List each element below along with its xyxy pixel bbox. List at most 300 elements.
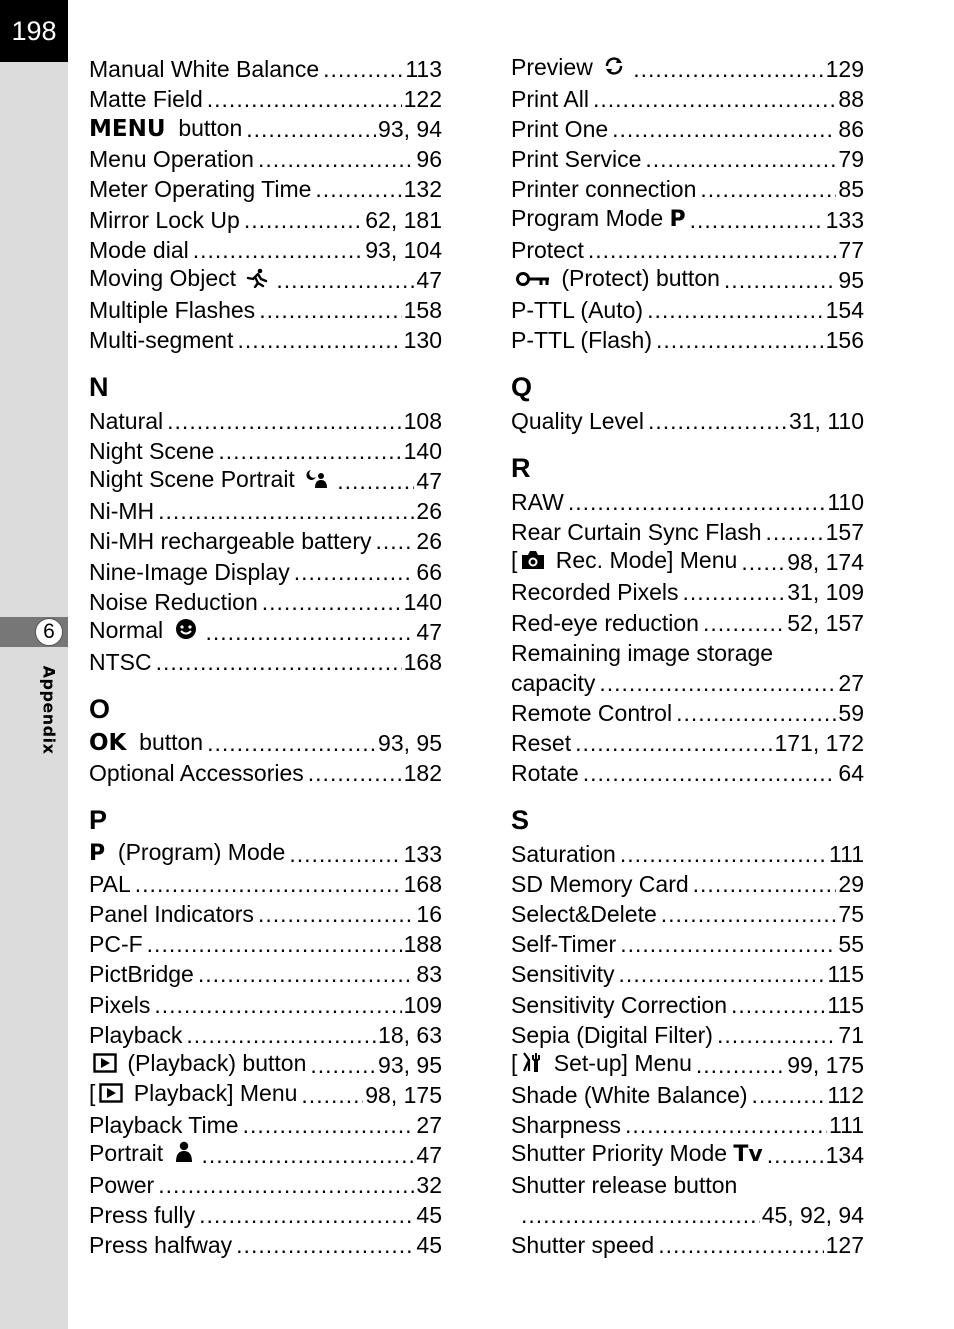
index-term <box>511 263 724 295</box>
index-term-text: RAW <box>511 489 564 516</box>
normal-mode-icon <box>174 617 198 647</box>
index-term <box>89 464 337 496</box>
index-term-text: Rotate <box>511 759 579 786</box>
index-term-text: Menu Operation <box>89 146 254 173</box>
side-band <box>0 0 68 1329</box>
leader-dots <box>308 758 402 788</box>
index-term <box>89 1138 202 1170</box>
index-term <box>511 869 693 899</box>
index-column-left <box>89 54 442 1260</box>
index-term <box>511 406 648 436</box>
index-entry <box>89 406 442 436</box>
leader-dots <box>258 144 414 174</box>
ok-label-icon: OK <box>89 729 127 756</box>
index-term <box>511 114 612 144</box>
leader-dots <box>158 496 414 526</box>
page-ref: 31, 110 <box>788 408 864 435</box>
leader-dots <box>135 869 402 899</box>
index-term <box>511 144 645 174</box>
index-group-r <box>511 487 864 788</box>
index-term-text: Program Mode <box>511 204 664 231</box>
index-entry <box>511 174 864 204</box>
page-ref: 16 <box>416 901 442 928</box>
index-term-text: Multi-segment <box>89 326 234 353</box>
leader-dots <box>724 265 836 295</box>
page-ref: 75 <box>838 901 864 928</box>
index-entry <box>511 235 864 265</box>
index-term-text: capacity <box>511 669 596 696</box>
leader-dots <box>147 929 402 959</box>
index-term-text: Natural <box>89 408 164 435</box>
index-term-text: Protect <box>511 236 584 263</box>
index-entry <box>89 1020 442 1050</box>
index-term <box>511 487 568 517</box>
page-ref: 108 <box>403 408 442 435</box>
page-ref: 111 <box>829 841 864 868</box>
page-ref: 18, 63 <box>378 1021 442 1048</box>
leader-dots <box>612 114 836 144</box>
index-term-text: Select&Delete <box>511 901 657 928</box>
index-group-p-cont <box>511 54 864 355</box>
page-ref: 130 <box>403 326 442 353</box>
index-term <box>511 203 690 235</box>
index-term-text: Print One <box>511 116 609 143</box>
index-entry <box>89 526 442 556</box>
index-entry <box>511 728 864 758</box>
index-term-text: Press halfway <box>89 1232 233 1259</box>
index-term <box>511 959 619 989</box>
index-entry <box>511 638 864 668</box>
leader-dots <box>682 577 785 607</box>
index-term-text: Power <box>89 1172 155 1199</box>
index-term <box>89 436 218 466</box>
page-ref: 134 <box>825 1142 864 1168</box>
index-entry <box>511 758 864 788</box>
page-ref: 47 <box>416 468 442 495</box>
page-ref: 52, 157 <box>787 609 864 636</box>
page-ref: 66 <box>416 558 442 585</box>
page-ref: 27 <box>838 669 864 696</box>
index-term-text: Multiple Flashes <box>89 296 256 323</box>
page-ref: 115 <box>827 961 864 988</box>
page-ref: 62, 181 <box>365 206 442 233</box>
index-heading-s: S <box>511 804 530 835</box>
page-ref: 45 <box>416 1232 442 1259</box>
page-ref: 157 <box>825 519 864 546</box>
index-term-text: Set-up] Menu <box>553 1049 692 1076</box>
page-ref: 47 <box>416 266 442 293</box>
index-entry <box>89 587 442 617</box>
page-ref: 156 <box>825 326 864 353</box>
index-term-text: Matte Field <box>89 86 203 113</box>
index-heading-n: N <box>89 371 109 402</box>
leader-dots <box>703 608 785 638</box>
index-term <box>89 837 289 869</box>
page-ref: 45 <box>416 1202 442 1229</box>
index-term-text: Moving Object <box>89 264 237 291</box>
leader-dots <box>156 647 402 677</box>
index-term <box>89 54 323 84</box>
leader-dots <box>218 436 401 466</box>
index-term-text: Remote Control <box>511 699 673 726</box>
index-group-o <box>89 728 442 788</box>
index-term <box>89 869 135 899</box>
index-term-text: Rec. Mode] Menu <box>555 547 738 574</box>
chapter-number: 6 <box>35 618 63 646</box>
leader-dots <box>752 1080 826 1110</box>
index-term <box>511 668 599 698</box>
leader-dots <box>259 295 401 325</box>
index-term <box>89 990 154 1020</box>
index-term <box>89 295 259 325</box>
index-term-text: Ni-MH rechargeable battery <box>89 528 372 555</box>
page-ref: 93, 94 <box>378 116 442 143</box>
index-term-text: PAL <box>89 871 131 898</box>
portrait-icon <box>174 1140 194 1170</box>
page-ref: 168 <box>403 871 442 898</box>
index-term <box>511 728 575 758</box>
index-term <box>89 174 315 204</box>
leader-dots <box>647 295 824 325</box>
leader-dots <box>741 547 785 577</box>
page-ref: 95 <box>838 266 864 293</box>
index-entry <box>511 295 864 325</box>
leader-dots <box>690 205 824 235</box>
leader-dots <box>633 54 823 84</box>
page-ref: 79 <box>838 146 864 173</box>
camera-icon <box>521 547 545 577</box>
index-term-text: PC-F <box>89 931 143 958</box>
leader-dots <box>323 54 403 84</box>
index-term-text: Recorded Pixels <box>511 579 679 606</box>
index-entry <box>89 1170 442 1200</box>
index-heading-p: P <box>89 804 108 835</box>
index-heading-q: Q <box>511 371 533 402</box>
leader-dots <box>620 929 836 959</box>
index-term-text: Sensitivity <box>511 961 615 988</box>
index-entry <box>511 869 864 899</box>
chapter-label: Appendix <box>39 665 59 755</box>
index-term-text: Shutter speed <box>511 1232 655 1259</box>
leader-dots <box>167 406 401 436</box>
leader-dots <box>766 517 824 547</box>
index-group-n <box>89 406 442 677</box>
page-ref: 55 <box>838 931 864 958</box>
index-term-text: Noise Reduction <box>89 588 258 615</box>
index-term <box>511 929 620 959</box>
index-term-text: (Program) Mode <box>117 839 286 866</box>
index-entry <box>89 989 442 1019</box>
moving-object-icon <box>246 265 268 295</box>
tv-mode-icon: Tv <box>733 1142 763 1167</box>
page-ref: 129 <box>825 56 864 83</box>
page-ref: 93, 95 <box>378 1051 442 1078</box>
page-ref: 71 <box>838 1021 864 1048</box>
index-entry <box>511 929 864 959</box>
index-group-s <box>511 839 864 1260</box>
index-term-text: Sepia (Digital Filter) <box>511 1021 713 1048</box>
index-term <box>511 325 656 355</box>
index-term <box>511 839 620 869</box>
page-ref: 26 <box>416 528 442 555</box>
leader-dots <box>767 1140 824 1170</box>
leader-dots <box>337 466 414 496</box>
index-term: [ Playback] Menu <box>89 1078 301 1110</box>
index-term <box>89 113 246 144</box>
index-term-text: Manual White Balance <box>89 56 320 83</box>
leader-dots <box>207 84 402 114</box>
page-ref: 112 <box>827 1081 864 1108</box>
index-term <box>89 263 276 295</box>
index-term: [ Rec. Mode] Menu <box>511 545 741 577</box>
leader-dots <box>246 114 376 144</box>
page-ref: 98, 174 <box>787 549 864 576</box>
leader-dots <box>376 526 415 556</box>
index-term-text: Preview <box>511 54 593 81</box>
index-entry <box>89 325 442 355</box>
page-ref: 29 <box>838 871 864 898</box>
index-term-text: button <box>178 115 243 142</box>
index-entry <box>511 1230 864 1260</box>
leader-dots <box>276 265 414 295</box>
leader-dots <box>289 839 401 869</box>
index-term-text: Mirror Lock Up <box>89 206 240 233</box>
index-entry <box>89 235 442 265</box>
index-entry <box>89 295 442 325</box>
index-term <box>89 758 308 788</box>
index-entry <box>89 728 442 758</box>
leader-dots <box>575 728 772 758</box>
leader-dots <box>207 728 376 758</box>
index-entry <box>511 577 864 607</box>
index-term-text: button <box>139 728 204 755</box>
index-entry <box>511 1200 864 1230</box>
page-ref: 99, 175 <box>787 1051 864 1078</box>
index-term-text: Portrait <box>89 1140 164 1166</box>
index-entry <box>89 1110 442 1140</box>
page-ref: 96 <box>416 146 442 173</box>
page-ref: 85 <box>838 176 864 203</box>
index-term-text: Shade (White Balance) <box>511 1081 748 1108</box>
index-term-text: Pixels <box>89 991 151 1018</box>
p-label-icon: P <box>89 841 106 867</box>
index-term-text: Quality Level <box>511 408 644 435</box>
page-ref: 171, 172 <box>774 729 864 756</box>
index-term-text: Sharpness <box>511 1111 621 1138</box>
playback-icon <box>93 1050 117 1080</box>
leader-dots <box>648 406 787 436</box>
index-term <box>511 1080 752 1110</box>
page-ref: 110 <box>827 489 864 516</box>
index-term-text: Playback Time <box>89 1111 239 1138</box>
index-entry <box>89 174 442 204</box>
index-term-text: Shutter Priority Mode <box>511 1140 728 1166</box>
index-term <box>89 496 158 526</box>
index-term-text: NTSC <box>89 648 152 675</box>
index-group-m <box>89 54 442 355</box>
index-term-text: Night Scene <box>89 438 215 465</box>
leader-dots <box>599 668 836 698</box>
index-entry <box>511 1170 864 1200</box>
page-ref: 93, 95 <box>378 729 442 756</box>
index-term-text: Sensitivity Correction <box>511 991 728 1018</box>
leader-dots <box>193 235 364 265</box>
leader-dots <box>237 325 401 355</box>
leader-dots <box>154 990 401 1020</box>
index-entry <box>89 1140 442 1170</box>
index-column-right <box>511 54 864 1260</box>
index-entry <box>89 617 442 647</box>
page-ref: 140 <box>403 588 442 615</box>
index-entry <box>511 959 864 989</box>
preview-icon <box>603 54 625 84</box>
page-ref: 98, 175 <box>365 1081 442 1108</box>
index-term-text: Print All <box>511 86 589 113</box>
leader-dots <box>315 174 401 204</box>
index-entry <box>89 1050 442 1080</box>
leader-dots <box>198 959 415 989</box>
index-term <box>89 899 258 929</box>
index-group-q <box>511 406 864 436</box>
index-entry <box>511 84 864 114</box>
page-ref: 47 <box>416 1142 442 1168</box>
index-term <box>511 235 588 265</box>
index-term-text: Night Scene Portrait <box>89 466 295 493</box>
index-entry <box>511 989 864 1019</box>
protect-key-icon <box>515 265 551 295</box>
index-entry <box>89 84 442 114</box>
leader-dots <box>717 1020 836 1050</box>
index-term-text: Saturation <box>511 841 616 868</box>
page-ref: 26 <box>416 498 442 525</box>
index-term <box>89 84 207 114</box>
page-ref: 45, 92, 94 <box>761 1202 864 1229</box>
leader-dots <box>202 1140 415 1170</box>
index-entry <box>89 556 442 586</box>
page-ref: 115 <box>827 991 864 1018</box>
index-entry <box>89 1230 442 1260</box>
index-term <box>511 1138 767 1170</box>
index-term-text: (Protect) button <box>561 264 720 291</box>
index-term-text: Remaining image storage <box>511 639 774 666</box>
index-term-text: Panel Indicators <box>89 901 254 928</box>
index-term <box>511 295 647 325</box>
leader-dots <box>206 617 415 647</box>
index-heading-o: O <box>89 693 111 724</box>
leader-dots <box>619 959 826 989</box>
index-term <box>511 174 700 204</box>
night-scene-portrait-icon <box>305 466 329 496</box>
page-ref: 133 <box>403 841 442 868</box>
index-term <box>89 1048 310 1080</box>
page-ref: 122 <box>403 86 442 113</box>
index-term-text: Press fully <box>89 1202 196 1229</box>
index-entry <box>89 466 442 496</box>
index-term <box>89 205 244 235</box>
index-term-text: PictBridge <box>89 961 194 988</box>
page-ref: 27 <box>416 1111 442 1138</box>
index-term <box>89 1200 199 1230</box>
page-ref: 83 <box>416 961 442 988</box>
index-term-text: Print Service <box>511 146 642 173</box>
index-term-text: Rear Curtain Sync Flash <box>511 519 762 546</box>
index-term-text: Ni-MH <box>89 498 155 525</box>
page-ref: 154 <box>825 296 864 323</box>
index-term <box>89 235 193 265</box>
index-term-text: (Playback) button <box>127 1049 307 1076</box>
leader-dots <box>199 1200 414 1230</box>
leader-dots <box>258 899 414 929</box>
index-entry <box>511 517 864 547</box>
index-term <box>511 1110 625 1140</box>
menu-label-icon: MENU <box>89 116 166 143</box>
index-term <box>511 577 682 607</box>
leader-dots <box>700 174 836 204</box>
leader-dots <box>310 1050 376 1080</box>
page-ref: 111 <box>829 1111 864 1138</box>
leader-dots <box>656 325 824 355</box>
page-ref: 140 <box>403 438 442 465</box>
page-ref: 93, 104 <box>365 236 442 263</box>
index-term <box>511 52 633 84</box>
index-entry <box>89 204 442 234</box>
index-entry <box>511 406 864 436</box>
index-term-text: Optional Accessories <box>89 759 304 786</box>
index-term-text: Mode dial <box>89 236 189 263</box>
leader-dots <box>661 899 837 929</box>
leader-dots <box>583 758 837 788</box>
page-ref: 64 <box>838 759 864 786</box>
index-heading-r: R <box>511 453 531 484</box>
index-term-text: Normal <box>89 616 164 643</box>
index-term-text: Playback <box>89 1021 183 1048</box>
leader-dots <box>593 84 836 114</box>
index-entry <box>511 144 864 174</box>
index-entry <box>511 668 864 698</box>
leader-dots <box>158 1170 414 1200</box>
index-term <box>511 517 766 547</box>
index-entry <box>511 1050 864 1080</box>
index-entry <box>89 496 442 526</box>
index-entry <box>89 959 442 989</box>
index-entry <box>511 1140 864 1170</box>
index-entry <box>89 114 442 144</box>
index-term <box>511 638 777 668</box>
index-entry <box>89 54 442 84</box>
leader-dots <box>693 869 837 899</box>
index-entry <box>511 547 864 577</box>
index-term <box>89 144 258 174</box>
index-group-p <box>89 839 442 1260</box>
index-term <box>511 1020 717 1050</box>
leader-dots <box>568 487 826 517</box>
page-ref: 168 <box>403 648 442 675</box>
index-term-text: Shutter release button <box>511 1172 738 1199</box>
page-ref: 188 <box>403 931 442 958</box>
index-term <box>511 990 731 1020</box>
index-entry <box>89 1200 442 1230</box>
index-entry <box>89 1080 442 1110</box>
index-term <box>511 758 583 788</box>
index-entry <box>511 114 864 144</box>
leader-dots <box>244 205 363 235</box>
page-ref: 77 <box>838 236 864 263</box>
page-ref: 86 <box>838 116 864 143</box>
leader-dots <box>186 1020 376 1050</box>
leader-dots <box>731 990 825 1020</box>
index-entry <box>89 758 442 788</box>
page-ref: 32 <box>416 1172 442 1199</box>
